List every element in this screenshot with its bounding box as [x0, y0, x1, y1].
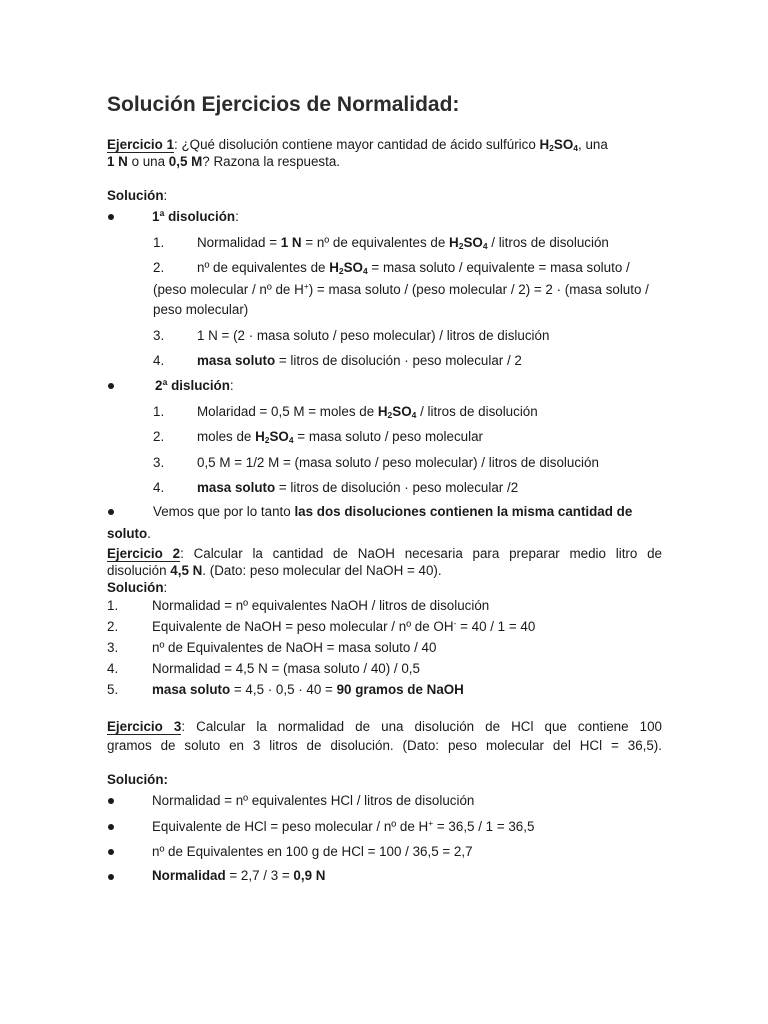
ex2-item2	[152, 618, 535, 635]
bullet-dot	[108, 509, 114, 515]
ex3-label	[107, 719, 181, 735]
ex2-item5-a: = 4,5 · 0,5 · 40 =	[230, 682, 337, 697]
ex1-d1-item2-line2a: (peso molecular / nº de H	[153, 282, 304, 297]
ex3-solucion-label: Solución:	[107, 772, 168, 787]
ex1-conclusion-c: soluto	[107, 526, 148, 541]
ex1-d2-item4	[197, 479, 518, 496]
ex1-d2-item1	[197, 403, 538, 420]
ex1-conclusion-d: .	[147, 526, 151, 541]
ex1-d1-title-text: 1ª disolución	[152, 209, 236, 224]
ex1-d1-item2	[197, 259, 630, 276]
ex2-item-num: 1.	[107, 598, 119, 613]
ex2-item3: nº de Equivalentes de NaOH = masa soluto / 40	[152, 640, 437, 655]
ex2-q-l2-a: disolución	[107, 563, 171, 578]
ex3-item4-a: = 2,7 / 3 =	[225, 868, 294, 883]
formula-h: H	[255, 429, 265, 444]
ex1-d1-item2-line3: peso molecular)	[153, 302, 249, 317]
formula-h: H	[449, 235, 459, 250]
ex3-sep: :	[181, 719, 186, 734]
formula-so-sub: 4	[288, 435, 294, 445]
ex3-question-line2: gramos de soluto en 3 litros de disolución. (Dato: peso molecular del HCl = 36,5).	[107, 738, 662, 753]
ex2-question-line1	[107, 545, 662, 562]
ex1-d1-item4	[197, 352, 522, 369]
ex2-item-num: 3.	[107, 640, 119, 655]
bullet-dot	[108, 383, 114, 389]
ex1-d2-item3: 0,5 M = 1/2 M = (masa soluto / peso molecular) / litros de disolución	[197, 455, 599, 470]
ex1-d2-item2-b: = masa soluto / peso molecular	[293, 429, 483, 444]
formula-h2so4	[255, 429, 294, 444]
ex1-d2-item4-b: masa soluto	[197, 480, 276, 495]
ex1-q-c: o una	[127, 154, 169, 169]
formula-so-sub: 4	[482, 241, 488, 251]
formula-h-sub: 2	[387, 410, 393, 420]
ex1-d2-item2-a: moles de	[197, 429, 256, 444]
ex2-q-l2-b: 4,5 N	[170, 563, 203, 578]
ex1-d2-item4-a: = litros de disolución · peso molecular /2	[275, 480, 519, 495]
ex1-question-line2	[107, 153, 340, 170]
ex3-item2-c: = 36,5 / 1 = 36,5	[433, 819, 535, 834]
formula-h: H	[539, 137, 550, 152]
ex1-d2-item-num: 1.	[153, 404, 165, 419]
ex2-q-l1: Calcular la cantidad de NaOH necesaria para preparar medio litro de	[183, 546, 662, 561]
ex1-d1-item2-line2b: ) = masa soluto / (peso molecular / 2) = 2 · (masa soluto /	[308, 282, 649, 297]
ex1-sep: :	[174, 137, 178, 152]
ex3-item4-b: Normalidad	[152, 868, 226, 883]
bullet-dot	[108, 824, 114, 830]
formula-h-sub: 2	[549, 143, 554, 153]
formula-h2so4	[329, 260, 368, 275]
ex1-conclusion-a: Vemos que por lo tanto	[153, 504, 295, 519]
formula-h-sub: 2	[338, 266, 344, 276]
ex1-d1-item4-a: = litros de disolución · peso molecular / 2	[275, 353, 522, 368]
ex1-d1-item-num: 2.	[153, 260, 165, 275]
ex3-item2	[152, 818, 534, 835]
bullet-dot	[108, 798, 114, 804]
ex1-d1-item2-b: = masa soluto / equivalente = masa soluto /	[367, 260, 630, 275]
ex2-sep: :	[180, 546, 184, 561]
formula-h2so4	[378, 404, 417, 419]
ex1-d1-item1	[197, 234, 609, 251]
ex2-item4: Normalidad = 4,5 N = (masa soluto / 40) / 0,5	[152, 661, 420, 676]
ex1-d1-item-num: 4.	[153, 353, 165, 368]
ex2-item5	[152, 681, 464, 698]
ex1-solucion-label: Solución	[107, 188, 164, 203]
ex3-item4-c: 0,9 N	[293, 868, 326, 883]
ex3-item4	[152, 867, 325, 884]
ex2-item5-c: 90 gramos de NaOH	[336, 682, 464, 697]
bullet-dot	[108, 849, 114, 855]
ex3-item2-sup: +	[428, 818, 434, 828]
ex1-d1-title: 1ª disolución:	[152, 209, 239, 224]
ex1-d1-item1-c: = nº de equivalentes de	[301, 235, 450, 250]
plus-sup: +	[303, 281, 309, 291]
ex1-question-end: , una	[578, 137, 608, 152]
ex1-label	[107, 137, 174, 153]
ex1-label-num: 1	[166, 137, 175, 152]
ex1-q-e: ? Razona la respuesta.	[202, 154, 341, 169]
ex3-label-num: 3	[173, 719, 182, 734]
ex1-d1-item2-line2	[153, 281, 649, 298]
ex2-solucion-label: Solución	[107, 580, 164, 595]
formula-so-sub: 4	[362, 266, 368, 276]
ex1-d1-item1-b: 1 N	[280, 235, 302, 250]
ex1-solucion-colon: :	[163, 188, 168, 203]
ex2-item-num: 2.	[107, 619, 119, 634]
formula-h2so4	[449, 235, 488, 250]
formula-so: SO	[269, 429, 289, 444]
formula-so: SO	[392, 404, 412, 419]
ex1-d2-item1-a: Molaridad = 0,5 M = moles de	[197, 404, 378, 419]
ex2-label-num: 2	[172, 546, 181, 561]
ex2-item2-a: Equivalente de NaOH = peso molecular / nº de OH	[152, 619, 454, 634]
ex2-item5-b: masa soluto	[152, 682, 231, 697]
ex2-item1: Normalidad = nº equivalentes NaOH / litros de disolución	[152, 598, 490, 613]
formula-so: SO	[343, 260, 363, 275]
ex1-question-text: ¿Qué disolución contiene mayor cantidad de ácido sulfúrico	[177, 137, 540, 152]
ex1-d2-item-num: 3.	[153, 455, 165, 470]
ex1-conclusion-b: las dos disoluciones contienen la misma cantidad de	[294, 504, 633, 519]
ex2-label-word: Ejercicio	[107, 546, 163, 561]
ex2-q-l2-c: . (Dato: peso molecular del NaOH = 40).	[202, 563, 442, 578]
ex1-d1-item-num: 1.	[153, 235, 165, 250]
ex2-question-line2	[107, 562, 442, 579]
bullet-dot	[108, 214, 114, 220]
ex3-item2-a: Equivalente de HCl = peso molecular / nº de H	[152, 819, 429, 834]
ex2-item-num: 4.	[107, 661, 119, 676]
bullet-dot	[108, 874, 114, 880]
ex1-d2-item1-b: / litros de disolución	[416, 404, 538, 419]
ex1-d1-item3: 1 N = (2 · masa soluto / peso molecular) / litros de dislución	[197, 328, 550, 343]
ex1-conclusion-line2	[107, 525, 151, 542]
formula-h-sub: 2	[264, 435, 270, 445]
formula-so-sub: 4	[411, 410, 417, 420]
ex1-d2-title-text: 2ª dislución	[155, 378, 230, 393]
ex3-item1: Normalidad = nº equivalentes HCl / litros de disolución	[152, 793, 475, 808]
ex3-label-word: Ejercicio	[107, 719, 163, 734]
formula-h-sub: 2	[458, 241, 464, 251]
formula-so: SO	[553, 137, 574, 152]
ex1-solucion	[107, 187, 167, 204]
ex1-d1-item4-b: masa soluto	[197, 353, 276, 368]
ex2-solucion	[107, 579, 167, 596]
formula-h: H	[377, 404, 388, 419]
ex1-d2-title: 2ª dislución:	[155, 378, 234, 393]
ex1-conclusion-line1	[153, 503, 632, 520]
formula-so-sub: 4	[573, 143, 578, 153]
ex1-d2-item2	[197, 428, 483, 445]
ex3-q-l1: Calcular la normalidad de una disolución de HCl que contiene 100	[196, 719, 662, 734]
ex2-solucion-colon: :	[163, 580, 168, 595]
ex1-d2-item-num: 2.	[153, 429, 165, 444]
formula-h2so4	[540, 137, 579, 152]
ex2-item2-c: = 40 / 1 = 40	[456, 619, 536, 634]
ex3-question-line1	[107, 718, 662, 735]
formula-h: H	[329, 260, 339, 275]
ex1-d1-item1-a: Normalidad =	[197, 235, 281, 250]
page-title: Solución Ejercicios de Normalidad:	[107, 93, 460, 116]
ex1-question-line1	[107, 136, 608, 153]
ex1-d2-item-num: 4.	[153, 480, 165, 495]
ex2-item-num: 5.	[107, 682, 119, 697]
ex3-solucion	[107, 771, 168, 788]
formula-so: SO	[463, 235, 483, 250]
ex1-label-word: Ejercicio	[107, 137, 163, 152]
ex2-item2-sup: -	[453, 618, 457, 628]
ex1-05m: 0,5 M	[168, 154, 203, 169]
ex3-item3: nº de Equivalentes en 100 g de HCl = 100 / 36,5 = 2,7	[152, 844, 473, 859]
ex1-d1-item2-a: nº de equivalentes de	[197, 260, 330, 275]
ex1-d1-item-num: 3.	[153, 328, 165, 343]
ex1-1n: 1 N	[107, 154, 128, 169]
ex2-label	[107, 546, 180, 562]
ex1-d1-item1-d: / litros de disolución	[487, 235, 609, 250]
